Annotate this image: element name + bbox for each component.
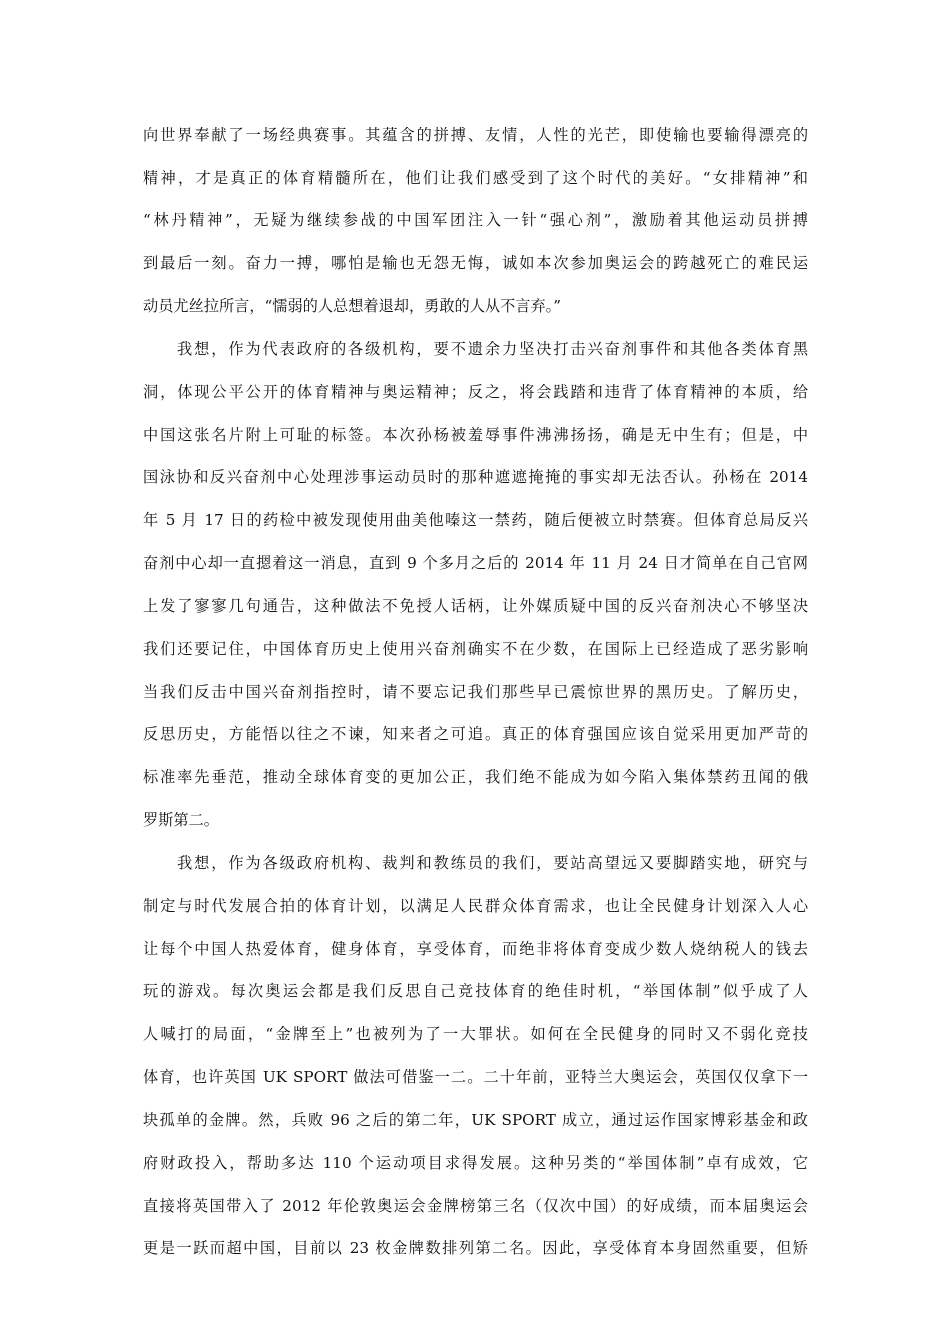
paragraph-1-line-5: 动员尤丝拉所言，“懦弱的人总想着退却，勇敢的人从不言弃。” (143, 297, 561, 315)
paragraph-1-line-3: “林丹精神”，无疑为继续参战的中国军团注入一针“强心剂”，激励着其他运动员拼搏 (143, 211, 808, 229)
paragraph-3-line-10: 更是一跃而超中国，目前以 23 枚金牌数排列第二名。因此，享受体育本身固然重要，但矫 (143, 1239, 808, 1257)
paragraph-3-line-9: 直接将英国带入了 2012 年伦敦奥运会金牌榜第三名（仅次中国）的好成绩，而本届奥运会 (143, 1197, 808, 1215)
paragraph-3-line-6: 体育，也许英国 UK SPORT 做法可借鉴一二。二十年前，亚特兰大奥运会，英国仅仅拿下一 (143, 1068, 808, 1086)
paragraph-2-line-10: 反思历史，方能悟以往之不谏，知来者之可追。真正的体育强国应该自觉采用更加严苛的 (143, 725, 808, 743)
paragraph-3-line-2: 制定与时代发展合拍的体育计划，以满足人民群众体育需求，也让全民健身计划深入人心 (143, 897, 808, 915)
paragraph-1-line-2: 精神，才是真正的体育精髓所在，他们让我们感受到了这个时代的美好。“女排精神”和 (143, 169, 808, 187)
paragraph-3-line-1: 我想，作为各级政府机构、裁判和教练员的我们，要站高望远又要脚踏实地，研究与 (177, 854, 808, 872)
paragraph-1-line-4: 到最后一刻。奋力一搏，哪怕是输也无怨无悔，诚如本次参加奥运会的跨越死亡的难民运 (143, 254, 808, 272)
paragraph-2-line-3: 中国这张名片附上可耻的标签。本次孙杨被羞辱事件沸沸扬扬，确是无中生有；但是，中 (143, 426, 808, 444)
paragraph-1-line-1: 向世界奉献了一场经典赛事。其蕴含的拼搏、友情，人性的光芒，即使输也要输得漂亮的 (143, 126, 808, 144)
paragraph-2-line-6: 奋剂中心却一直摁着这一消息，直到 9 个多月之后的 2014 年 11 月 24 日才简单在自己官网 (143, 554, 808, 572)
paragraph-2-line-12: 罗斯第二。 (143, 811, 219, 829)
paragraph-2-line-1: 我想，作为代表政府的各级机构，要不遗余力坚决打击兴奋剂事件和其他各类体育黑 (177, 340, 808, 358)
paragraph-3-line-5: 人喊打的局面，“金牌至上”也被列为了一大罪状。如何在全民健身的同时又不弱化竞技 (143, 1025, 808, 1043)
paragraph-2-line-2: 洞，体现公平公开的体育精神与奥运精神；反之，将会践踏和违背了体育精神的本质，给 (143, 383, 808, 401)
paragraph-3-line-8: 府财政投入，帮助多达 110 个运动项目求得发展。这种另类的“举国体制”卓有成效，它 (143, 1154, 808, 1172)
paragraph-2-line-11: 标准率先垂范，推动全球体育变的更加公正，我们绝不能成为如今陷入集体禁药丑闻的俄 (143, 768, 808, 786)
paragraph-2-line-9: 当我们反击中国兴奋剂指控时，请不要忘记我们那些早已震惊世界的黑历史。了解历史， (143, 683, 808, 701)
paragraph-2-line-5: 年 5 月 17 日的药检中被发现使用曲美他嗪这一禁药，随后便被立时禁赛。但体育总局反兴 (143, 511, 808, 529)
paragraph-3-line-3: 让每个中国人热爱体育，健身体育，享受体育，而绝非将体育变成少数人烧纳税人的钱去 (143, 940, 808, 958)
paragraph-2-line-4: 国泳协和反兴奋剂中心处理涉事运动员时的那种遮遮掩掩的事实却无法否认。孙杨在 2014 (143, 468, 808, 486)
paragraph-2-line-8: 我们还要记住，中国体育历史上使用兴奋剂确实不在少数，在国际上已经造成了恶劣影响 (143, 640, 808, 658)
paragraph-3-line-7: 块孤单的金牌。然，兵败 96 之后的第二年，UK SPORT 成立，通过运作国家博彩基金和政 (143, 1111, 808, 1129)
paragraph-2-line-7: 上发了寥寥几句通告，这种做法不免授人话柄，让外媒质疑中国的反兴奋剂决心不够坚决 (143, 597, 808, 615)
paragraph-3-line-4: 玩的游戏。每次奥运会都是我们反思自己竞技体育的绝佳时机，“举国体制”似乎成了人 (143, 982, 808, 1000)
